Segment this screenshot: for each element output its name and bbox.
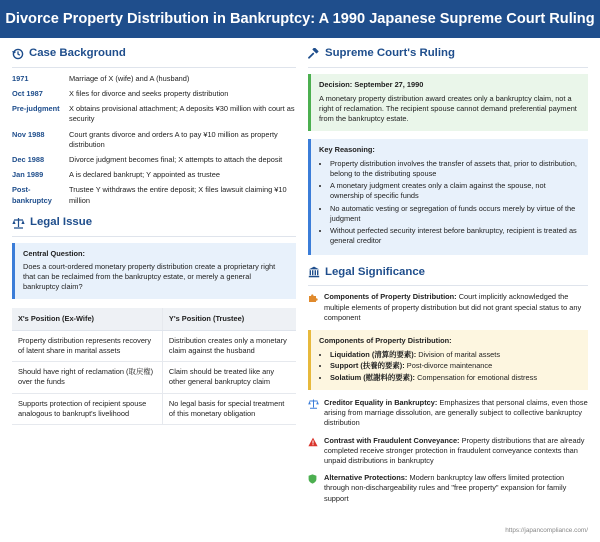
- history-icon: [12, 48, 24, 60]
- table-row: Supports protection of recipient spouse analogous to bankrupt's livelihood No legal basis for special treatment of this monetary obligation: [12, 393, 296, 424]
- ruling-heading: Supreme Court's Ruling: [308, 46, 588, 68]
- reasoning-title: Key Reasoning:: [319, 144, 375, 154]
- timeline-row: Oct 1987 X files for divorce and seeks property distribution: [12, 88, 229, 98]
- table-header: X's Position (Ex-Wife): [12, 308, 162, 331]
- list-item: • No automatic vesting or segregation of funds occurs merely by virtue of the judgment: [330, 204, 580, 224]
- positions-table: [12, 308, 296, 426]
- timeline-row: Dec 1988 Divorce judgment becomes final; X attempts to attach the deposit: [12, 155, 283, 165]
- timeline: [12, 74, 296, 206]
- footer-url: https://japancompliance.com/: [505, 527, 588, 535]
- page-title: Divorce Property Distribution in Bankruptcy: A 1990 Japanese Supreme Court Ruling: [5, 10, 595, 27]
- components-box-title: Components of Property Distribution:: [319, 335, 452, 345]
- timeline-row: Post-bankruptcy Trustee Y withdraws the entire deposit; X files lawsuit claiming ¥10 million: [12, 185, 287, 205]
- central-question-title: Central Question:: [23, 248, 86, 258]
- list-item: • Property distribution involves the transfer of assets that, prior to distribution, belong to the distributing spouse: [330, 159, 580, 179]
- scale-icon: [12, 217, 25, 229]
- shield-icon: [308, 474, 317, 484]
- list-item: • Without perfected security interest before bankruptcy, recipient is treated as general creditor: [330, 226, 580, 246]
- significance-fraud: Contrast with Fraudulent Conveyance: Property distributions that are already completed receive stronger protection in fraudulent conveyance contexts than unpaid distributions in bankruptcy: [308, 436, 588, 467]
- list-item: • Liquidation (清算的要素): Division of marital assets: [330, 350, 580, 360]
- decision-title: Decision: September 27, 1990: [319, 79, 424, 89]
- timeline-row: Nov 1988 Court grants divorce and orders A to pay ¥10 million as property distribution: [12, 129, 278, 149]
- reasoning-list: [319, 159, 580, 247]
- significance-components: Components of Property Distribution: Court implicitly acknowledged the multiple elements of property distribution but did not grant special status to any component: [308, 292, 588, 323]
- significance-alternative: Alternative Protections: Modern bankruptcy law offers limited protection through non-dischargeability rules and "free property" expansion for family support: [308, 473, 588, 504]
- gavel-icon: [308, 48, 320, 60]
- significance-creditor: Creditor Equality in Bankruptcy: Emphasizes that personal claims, even those arising from marriage dissolution, are generally subject to collective bankruptcy distribution: [308, 398, 588, 429]
- list-item: • A monetary judgment creates only a claim against the spouse, not ownership of specific funds: [330, 181, 580, 201]
- table-row: Property distribution represents recovery of latent share in marital assets Distribution creates only a monetary claim against the husband: [12, 330, 296, 361]
- table-row: Should have right of reclamation (取戻権) over the funds Claim should be treated like any other general bankruptcy claim: [12, 362, 296, 393]
- central-question-text: Does a court-ordered monetary property distribution create a proprietary right that can be reclaimed from the bankruptcy estate, or merely a general bankruptcy claim?: [23, 261, 276, 292]
- warning-icon: [308, 437, 318, 447]
- page-banner: [0, 0, 600, 38]
- list-item: • Support (扶養的要素): Post-divorce maintenance: [330, 361, 580, 371]
- table-header: Y's Position (Trustee): [162, 308, 296, 331]
- components-box: [308, 330, 588, 390]
- case-background-heading: Case Background: [12, 46, 296, 68]
- timeline-row: Pre-judgment X obtains provisional attachment; A deposits ¥30 million with court as security: [12, 104, 295, 124]
- timeline-row: 1971 Marriage of X (wife) and A (husband): [12, 73, 190, 83]
- left-column: [12, 46, 296, 511]
- reasoning-box: [308, 139, 588, 255]
- significance-heading: Legal Significance: [308, 265, 588, 287]
- components-list: [319, 350, 580, 383]
- landmark-icon: [308, 266, 320, 278]
- balance-scale-icon: [308, 399, 319, 409]
- legal-issue-heading: Legal Issue: [12, 215, 296, 237]
- puzzle-icon: [308, 293, 318, 303]
- decision-box: [308, 74, 588, 131]
- central-question-box: [12, 243, 296, 299]
- decision-text: A monetary property distribution award creates only a bankruptcy claim, not a right of reclamation. The recipient spouse cannot demand preferential payment from the bankruptcy estate.: [319, 93, 577, 124]
- list-item: • Solatium (慰謝料的要素): Compensation for emotional distress: [330, 373, 580, 383]
- right-column: [308, 46, 588, 511]
- timeline-row: Jan 1989 A is declared bankrupt; Y appointed as trustee: [12, 170, 220, 180]
